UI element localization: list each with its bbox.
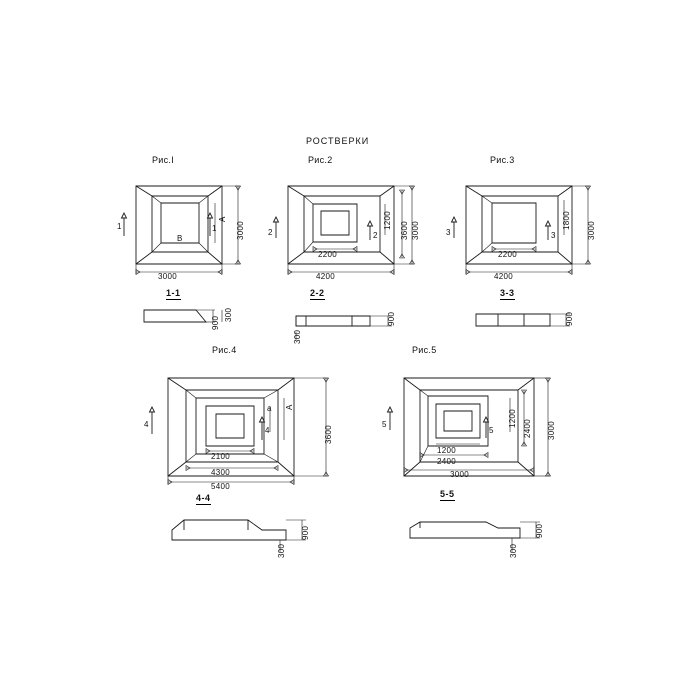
fig2-dim-outer-right: 3000 (411, 221, 420, 240)
fig3-plan (466, 186, 572, 264)
fig1-sec-dim-right: 300 (224, 307, 233, 322)
fig2-caption: Рис.2 (308, 155, 333, 165)
view-mark-2-right: 2 (373, 231, 378, 240)
fig1-sec-dim-left: 900 (211, 315, 220, 330)
fig3-dim-outer-bottom: 4200 (494, 272, 513, 281)
fig2-dim-inner-bottom: 2200 (318, 250, 337, 259)
fig2-sec-dim-left: 300 (293, 329, 302, 344)
fig4-letter-a-small: а (267, 404, 272, 413)
section-label-1-1: 1-1 (166, 288, 181, 298)
fig4-dim-right: 3600 (324, 425, 333, 444)
drawing-title: РОСТВЕРКИ (306, 136, 370, 146)
fig1-dim-bottom: 3000 (158, 272, 177, 281)
view-mark-3-right: 3 (551, 231, 556, 240)
section-label-2-2: 2-2 (310, 288, 325, 298)
view-mark-4-left: 4 (144, 420, 149, 429)
fig5-caption: Рис.5 (412, 345, 437, 355)
fig1-letter-a: А (218, 216, 227, 222)
fig4-plan (168, 378, 294, 476)
view-mark-5-right: 5 (489, 426, 494, 435)
fig3-section-view (476, 314, 570, 326)
fig2-dim-inner-right: 1200 (383, 211, 392, 230)
fig4-dim-mid-bottom: 4300 (211, 468, 230, 477)
section-label-4-4: 4-4 (196, 493, 211, 503)
fig1-letter-b: В (177, 234, 183, 243)
view-mark-1-left: 1 (117, 222, 122, 231)
view-mark-4-right: 4 (265, 426, 270, 435)
fig2-dim-outer-bottom: 4200 (316, 272, 335, 281)
view-mark-5-left: 5 (382, 420, 387, 429)
fig5-sec-dim-right: 900 (535, 523, 544, 538)
fig2-sec-dim-right: 900 (387, 311, 396, 326)
fig2-dim-mid-right: 3600 (400, 221, 409, 240)
fig2-plan (288, 186, 394, 264)
fig2-section-view (296, 316, 392, 340)
view-mark-1-right: 1 (212, 224, 217, 233)
fig5-dim-inner-bottom: 1200 (437, 446, 456, 455)
fig3-caption: Рис.3 (490, 155, 515, 165)
fig4-dim-inner-bottom: 2100 (211, 452, 230, 461)
fig5-section-view (410, 522, 540, 552)
fig5-dim-outer-right: 3000 (547, 421, 556, 440)
view-mark-2-left: 2 (268, 228, 273, 237)
fig4-dim-outer-bottom: 5400 (211, 482, 230, 491)
section-label-3-3: 3-3 (500, 288, 515, 298)
view-mark-3-left: 3 (446, 228, 451, 237)
fig3-dim-outer-right: 3000 (587, 221, 596, 240)
fig3-dim-inner-bottom: 2200 (498, 250, 517, 259)
fig5-dim-outer-bottom: 3000 (450, 470, 469, 479)
fig5-dim-inner-right: 1200 (508, 409, 517, 428)
fig4-caption: Рис.4 (212, 345, 237, 355)
fig4-sec-dim-left: 300 (277, 543, 286, 558)
fig5-dim-mid-bottom: 2400 (437, 457, 456, 466)
fig4-letter-a-big: А (285, 404, 294, 410)
fig3-sec-dim-right: 900 (565, 311, 574, 326)
fig4-sec-dim-right: 900 (301, 525, 310, 540)
fig3-dim-inner-right: 1800 (562, 211, 571, 230)
fig1-caption: Рис.I (152, 155, 175, 165)
fig1-dim-right: 3000 (236, 221, 245, 240)
fig1-plan (136, 186, 222, 264)
fig5-sec-dim-left: 300 (509, 543, 518, 558)
section-label-5-5: 5-5 (440, 489, 455, 499)
fig5-dim-mid-right: 2400 (523, 419, 532, 438)
